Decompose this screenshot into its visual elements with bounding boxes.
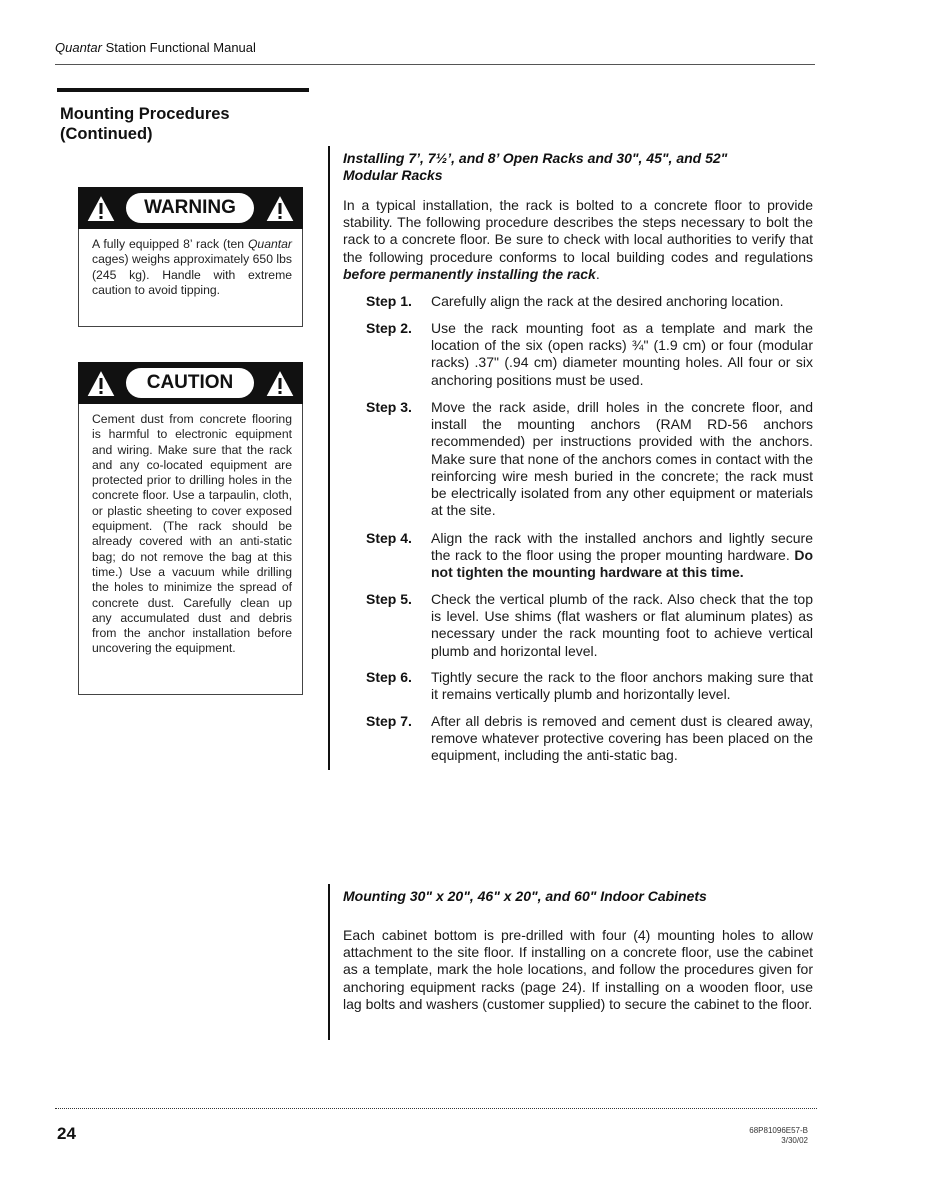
heading-bar [57, 88, 309, 92]
step-5-label: Step 5. [366, 591, 412, 607]
section1-intro-end: . [595, 265, 600, 282]
footer-rule [55, 1108, 817, 1109]
step-3-text: Move the rack aside, drill holes in the concrete floor, and install the mounting anchors (RAM RD-56 anchors recommended) per instructions provided with the anchors. Make sure that none of the anchors comes in contact with the reinforcing wire mesh buried in the concrete; the rack must be electrically isolated from any other equipment or materials at the site. [431, 399, 813, 519]
section1-title-line1: Installing 7’, 7½’, and 8’ Open Racks and 30", 45", and 52" [343, 150, 728, 166]
warning-text-part: A fully equipped 8’ rack (ten [92, 237, 248, 251]
section-heading-line2: (Continued) [60, 125, 153, 143]
step-7-label: Step 7. [366, 713, 412, 729]
step-6-label: Step 6. [366, 669, 412, 685]
warning-text-product: Quantar [247, 237, 292, 251]
page-number: 24 [57, 1124, 76, 1143]
header-rule [55, 64, 815, 65]
section1-intro [343, 197, 813, 283]
section2-title: Mounting 30" x 20", 46" x 20", and 60" Indoor Cabinets [343, 888, 707, 904]
section1-intro-text: In a typical installation, the rack is bolted to a concrete floor to provide stability. The following procedure describes the steps necessary to bolt the rack to a concrete floor. Be sure to check with local authorities to verify that the following procedure conforms to local building codes and regulations [343, 197, 813, 265]
step-1-text: Carefully align the rack at the desired anchoring location. [431, 293, 784, 309]
document-date: 3/30/02 [781, 1136, 808, 1145]
warning-text [78, 229, 303, 327]
change-bar [328, 884, 330, 1040]
warning-triangle-icon [84, 192, 118, 224]
running-header [55, 40, 256, 55]
section1-title [343, 150, 813, 184]
warning-label: WARNING [126, 193, 254, 223]
section1-intro-emphasis: before permanently installing the rack [343, 265, 596, 282]
section2-body: Each cabinet bottom is pre-drilled with four (4) mounting holes to allow attachment to the site floor. If installing on a concrete floor, use the cabinet as a template, mark the hole locations, and follow the procedures given for anchoring equipment racks (page 24). If installing on a wooden floor, use lag bolts and washers (customer supplied) to secure the cabinet to the floor. [343, 927, 813, 1012]
header-product-name: Quantar [55, 40, 102, 55]
change-bar [328, 146, 330, 770]
caution-triangle-icon [84, 367, 118, 399]
step-4-text-bold: Do not tighten the mounting hardware at this time. [431, 547, 813, 581]
caution-label: CAUTION [126, 368, 254, 398]
step-4-text [431, 530, 813, 582]
section-heading [60, 104, 320, 144]
step-5-text: Check the vertical plumb of the rack. Also check that the top is level. Use shims (flat washers or flat aluminum plates) as necessary under the rack mounting foot to achieve vertical plumb and horizontal level. [431, 591, 813, 659]
document-code [700, 1126, 808, 1146]
section1-title-line2: Modular Racks [343, 167, 443, 183]
step-2-text: Use the rack mounting foot as a template and mark the location of the six (open racks) ¾" (1.9 cm) or four (modular racks) .37" (.94 cm) diameter mounting holes. All four or six anchoring positions must be used. [431, 320, 813, 388]
header-title-rest: Station Functional Manual [101, 40, 256, 55]
step-7-text: After all debris is removed and cement dust is cleared away, remove whatever protective covering has been placed on the equipment, including the anti-static bag. [431, 713, 813, 764]
step-1-label: Step 1. [366, 293, 412, 309]
step-3-label: Step 3. [366, 399, 412, 415]
caution-text: Cement dust from concrete flooring is harmful to electronic equipment and wiring. Make sure that the rack and any co-located equipment are protected prior to drilling holes in the concrete floor. Use a tarpaulin, cloth, or plastic sheeting to cover exposed equipment. (The rack should be already covered with an anti-static bag; do not remove the bag at this time.) Use a vacuum while drilling the holes to minimize the spread of concrete dust. Carefully clean up any accumulated dust and debris from the anchor installation before uncovering the equipment. [78, 404, 303, 695]
step-6-text: Tightly secure the rack to the floor anchors making sure that it remains vertically plumb and horizontally level. [431, 669, 813, 703]
warning-banner [78, 187, 303, 229]
document-code-number: 68P81096E57-B [749, 1126, 808, 1135]
step-4-label: Step 4. [366, 530, 412, 546]
caution-banner [78, 362, 303, 404]
step-2-label: Step 2. [366, 320, 412, 336]
step-4-text-main: Align the rack with the installed anchors and lightly secure the rack to the floor using the proper mounting hardware. [431, 530, 813, 564]
warning-triangle-icon [263, 192, 297, 224]
caution-triangle-icon [263, 367, 297, 399]
warning-text-part: cages) weighs approximately 650 lbs (245 kg). Handle with extreme caution to avoid tipping. [92, 252, 292, 297]
section-heading-line1: Mounting Procedures [60, 105, 230, 123]
